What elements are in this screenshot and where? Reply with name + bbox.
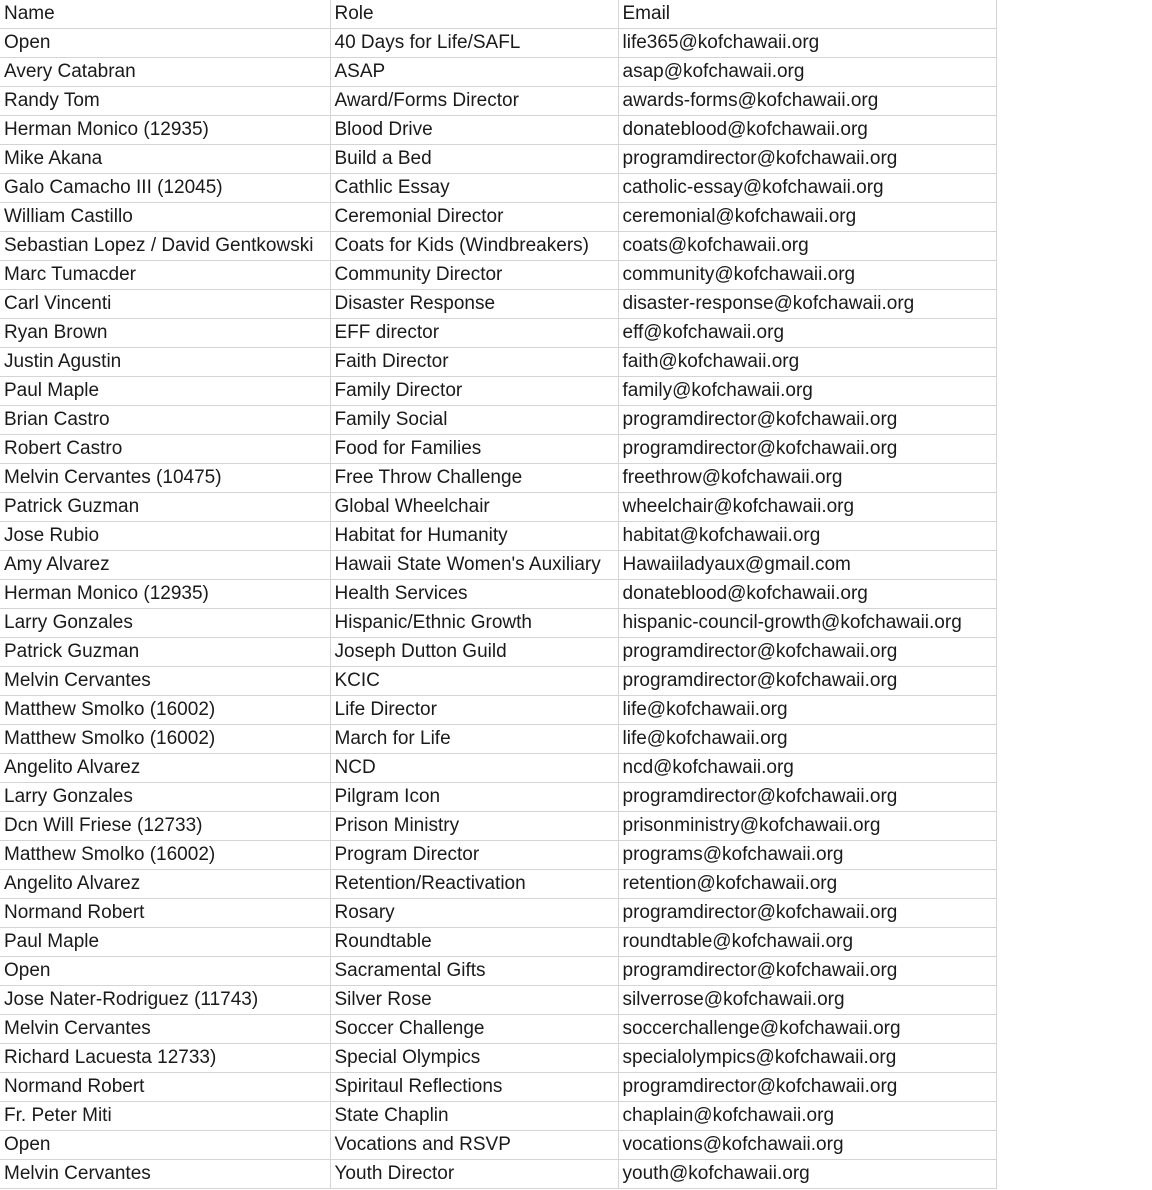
cell-email[interactable]: programdirector@kofchawaii.org	[618, 783, 996, 812]
cell-role[interactable]: Prison Ministry	[330, 812, 618, 841]
table-row	[0, 928, 996, 957]
column-header-role[interactable]: Role	[330, 0, 618, 29]
cell-name[interactable]: Mike Akana	[0, 145, 330, 174]
cell-name[interactable]: Normand Robert	[0, 899, 330, 928]
table-row	[0, 551, 996, 580]
cell-email[interactable]: programdirector@kofchawaii.org	[618, 957, 996, 986]
table-row	[0, 464, 996, 493]
cell-role[interactable]: NCD	[330, 754, 618, 783]
cell-role[interactable]: Vocations and RSVP	[330, 1131, 618, 1160]
cell-email[interactable]: life@kofchawaii.org	[618, 725, 996, 754]
cell-role[interactable]: Faith Director	[330, 348, 618, 377]
cell-role[interactable]: Community Director	[330, 261, 618, 290]
cell-role[interactable]: State Chaplin	[330, 1102, 618, 1131]
cell-email[interactable]: donateblood@kofchawaii.org	[618, 116, 996, 145]
cell-name[interactable]: Robert Castro	[0, 435, 330, 464]
cell-role[interactable]: EFF director	[330, 319, 618, 348]
cell-name[interactable]: Normand Robert	[0, 1073, 330, 1102]
cell-role[interactable]: Rosary	[330, 899, 618, 928]
cell-email[interactable]: ceremonial@kofchawaii.org	[618, 203, 996, 232]
cell-name[interactable]: Justin Agustin	[0, 348, 330, 377]
column-header-email[interactable]: Email	[618, 0, 996, 29]
cell-email[interactable]: programdirector@kofchawaii.org	[618, 406, 996, 435]
cell-role[interactable]: Retention/Reactivation	[330, 870, 618, 899]
table-row	[0, 1160, 996, 1189]
cell-name[interactable]: Open	[0, 29, 330, 58]
table-body	[0, 29, 996, 1189]
table-row	[0, 1073, 996, 1102]
cell-name[interactable]: Jose Rubio	[0, 522, 330, 551]
cell-role[interactable]: Family Director	[330, 377, 618, 406]
cell-role[interactable]: Roundtable	[330, 928, 618, 957]
cell-name[interactable]: Melvin Cervantes (10475)	[0, 464, 330, 493]
cell-email[interactable]: donateblood@kofchawaii.org	[618, 580, 996, 609]
cell-name[interactable]: Melvin Cervantes	[0, 667, 330, 696]
cell-role[interactable]: Silver Rose	[330, 986, 618, 1015]
table-row	[0, 290, 996, 319]
table-row	[0, 899, 996, 928]
table-row	[0, 87, 996, 116]
cell-role[interactable]: Hispanic/Ethnic Growth	[330, 609, 618, 638]
cell-email[interactable]: faith@kofchawaii.org	[618, 348, 996, 377]
cell-role[interactable]: Food for Families	[330, 435, 618, 464]
cell-name[interactable]: Angelito Alvarez	[0, 870, 330, 899]
cell-name[interactable]: Fr. Peter Miti	[0, 1102, 330, 1131]
cell-email[interactable]: chaplain@kofchawaii.org	[618, 1102, 996, 1131]
cell-name[interactable]: Open	[0, 957, 330, 986]
cell-email[interactable]: ncd@kofchawaii.org	[618, 754, 996, 783]
cell-email[interactable]: family@kofchawaii.org	[618, 377, 996, 406]
table-row	[0, 754, 996, 783]
table-row	[0, 203, 996, 232]
cell-name[interactable]: Herman Monico (12935)	[0, 580, 330, 609]
cell-role[interactable]: KCIC	[330, 667, 618, 696]
cell-name[interactable]: Avery Catabran	[0, 58, 330, 87]
cell-name[interactable]: Marc Tumacder	[0, 261, 330, 290]
table-row	[0, 1131, 996, 1160]
cell-role[interactable]: ASAP	[330, 58, 618, 87]
table-row	[0, 261, 996, 290]
cell-email[interactable]: specialolympics@kofchawaii.org	[618, 1044, 996, 1073]
cell-email[interactable]: freethrow@kofchawaii.org	[618, 464, 996, 493]
cell-role[interactable]: Family Social	[330, 406, 618, 435]
cell-name[interactable]: Matthew Smolko (16002)	[0, 841, 330, 870]
cell-name[interactable]: Larry Gonzales	[0, 783, 330, 812]
cell-role[interactable]: Award/Forms Director	[330, 87, 618, 116]
cell-email[interactable]: programdirector@kofchawaii.org	[618, 1073, 996, 1102]
table-row	[0, 435, 996, 464]
cell-role[interactable]: Special Olympics	[330, 1044, 618, 1073]
cell-role[interactable]: Hawaii State Women's Auxiliary	[330, 551, 618, 580]
cell-name[interactable]: Open	[0, 1131, 330, 1160]
cell-name[interactable]: Jose Nater-Rodriguez (11743)	[0, 986, 330, 1015]
table-row	[0, 1015, 996, 1044]
cell-role[interactable]: Program Director	[330, 841, 618, 870]
cell-role[interactable]: Health Services	[330, 580, 618, 609]
cell-email[interactable]: Hawaiiladyaux@gmail.com	[618, 551, 996, 580]
table-row	[0, 1044, 996, 1073]
table-row	[0, 348, 996, 377]
cell-name[interactable]: Sebastian Lopez / David Gentkowski	[0, 232, 330, 261]
table-row	[0, 957, 996, 986]
cell-name[interactable]: Melvin Cervantes	[0, 1015, 330, 1044]
table-row	[0, 725, 996, 754]
cell-role[interactable]: Disaster Response	[330, 290, 618, 319]
cell-role[interactable]: Sacramental Gifts	[330, 957, 618, 986]
cell-email[interactable]: vocations@kofchawaii.org	[618, 1131, 996, 1160]
cell-email[interactable]: community@kofchawaii.org	[618, 261, 996, 290]
cell-name[interactable]: Galo Camacho III (12045)	[0, 174, 330, 203]
table-row	[0, 986, 996, 1015]
cell-name[interactable]: Ryan Brown	[0, 319, 330, 348]
table-row	[0, 667, 996, 696]
cell-role[interactable]: March for Life	[330, 725, 618, 754]
cell-name[interactable]: Patrick Guzman	[0, 493, 330, 522]
cell-email[interactable]: habitat@kofchawaii.org	[618, 522, 996, 551]
table-row	[0, 609, 996, 638]
cell-name[interactable]: Dcn Will Friese (12733)	[0, 812, 330, 841]
cell-role[interactable]: Build a Bed	[330, 145, 618, 174]
cell-email[interactable]: eff@kofchawaii.org	[618, 319, 996, 348]
table-row	[0, 580, 996, 609]
cell-email[interactable]: hispanic-council-growth@kofchawaii.org	[618, 609, 996, 638]
cell-role[interactable]: Global Wheelchair	[330, 493, 618, 522]
cell-name[interactable]: Paul Maple	[0, 928, 330, 957]
cell-email[interactable]: asap@kofchawaii.org	[618, 58, 996, 87]
cell-email[interactable]: disaster-response@kofchawaii.org	[618, 290, 996, 319]
table-row	[0, 145, 996, 174]
cell-name[interactable]: Paul Maple	[0, 377, 330, 406]
cell-name[interactable]: Brian Castro	[0, 406, 330, 435]
cell-role[interactable]: Coats for Kids (Windbreakers)	[330, 232, 618, 261]
cell-name[interactable]: Larry Gonzales	[0, 609, 330, 638]
header-row	[0, 0, 996, 29]
cell-email[interactable]: life@kofchawaii.org	[618, 696, 996, 725]
cell-email[interactable]: prisonministry@kofchawaii.org	[618, 812, 996, 841]
cell-email[interactable]: catholic-essay@kofchawaii.org	[618, 174, 996, 203]
cell-email[interactable]: roundtable@kofchawaii.org	[618, 928, 996, 957]
cell-role[interactable]: 40 Days for Life/SAFL	[330, 29, 618, 58]
table-row	[0, 406, 996, 435]
table-row	[0, 870, 996, 899]
cell-email[interactable]: coats@kofchawaii.org	[618, 232, 996, 261]
cell-role[interactable]: Soccer Challenge	[330, 1015, 618, 1044]
cell-role[interactable]: Youth Director	[330, 1160, 618, 1189]
cell-email[interactable]: programs@kofchawaii.org	[618, 841, 996, 870]
table-row	[0, 377, 996, 406]
cell-role[interactable]: Cathlic Essay	[330, 174, 618, 203]
cell-name[interactable]: William Castillo	[0, 203, 330, 232]
cell-name[interactable]: Patrick Guzman	[0, 638, 330, 667]
table-row	[0, 116, 996, 145]
table-row	[0, 638, 996, 667]
cell-name[interactable]: Matthew Smolko (16002)	[0, 696, 330, 725]
cell-name[interactable]: Angelito Alvarez	[0, 754, 330, 783]
cell-role[interactable]: Life Director	[330, 696, 618, 725]
cell-role[interactable]: Joseph Dutton Guild	[330, 638, 618, 667]
cell-email[interactable]: awards-forms@kofchawaii.org	[618, 87, 996, 116]
table-row	[0, 58, 996, 87]
cell-email[interactable]: programdirector@kofchawaii.org	[618, 145, 996, 174]
cell-role[interactable]: Spiritaul Reflections	[330, 1073, 618, 1102]
table-row	[0, 1102, 996, 1131]
cell-email[interactable]: silverrose@kofchawaii.org	[618, 986, 996, 1015]
table-row	[0, 841, 996, 870]
cell-role[interactable]: Pilgram Icon	[330, 783, 618, 812]
cell-role[interactable]: Habitat for Humanity	[330, 522, 618, 551]
table-row	[0, 319, 996, 348]
cell-name[interactable]: Matthew Smolko (16002)	[0, 725, 330, 754]
cell-email[interactable]: wheelchair@kofchawaii.org	[618, 493, 996, 522]
cell-name[interactable]: Carl Vincenti	[0, 290, 330, 319]
table-row	[0, 29, 996, 58]
table-row	[0, 232, 996, 261]
table-row	[0, 812, 996, 841]
cell-role[interactable]: Blood Drive	[330, 116, 618, 145]
table-row	[0, 493, 996, 522]
cell-email[interactable]: programdirector@kofchawaii.org	[618, 667, 996, 696]
cell-name[interactable]: Randy Tom	[0, 87, 330, 116]
table-row	[0, 783, 996, 812]
cell-email[interactable]: programdirector@kofchawaii.org	[618, 638, 996, 667]
table-row	[0, 522, 996, 551]
cell-email[interactable]: programdirector@kofchawaii.org	[618, 899, 996, 928]
column-header-name[interactable]: Name	[0, 0, 330, 29]
cell-email[interactable]: programdirector@kofchawaii.org	[618, 435, 996, 464]
cell-name[interactable]: Richard Lacuesta 12733)	[0, 1044, 330, 1073]
cell-name[interactable]: Melvin Cervantes	[0, 1160, 330, 1189]
cell-role[interactable]: Free Throw Challenge	[330, 464, 618, 493]
table-row	[0, 696, 996, 725]
cell-email[interactable]: life365@kofchawaii.org	[618, 29, 996, 58]
cell-name[interactable]: Herman Monico (12935)	[0, 116, 330, 145]
table-row	[0, 174, 996, 203]
cell-email[interactable]: retention@kofchawaii.org	[618, 870, 996, 899]
cell-role[interactable]: Ceremonial Director	[330, 203, 618, 232]
cell-email[interactable]: youth@kofchawaii.org	[618, 1160, 996, 1189]
cell-name[interactable]: Amy Alvarez	[0, 551, 330, 580]
cell-email[interactable]: soccerchallenge@kofchawaii.org	[618, 1015, 996, 1044]
